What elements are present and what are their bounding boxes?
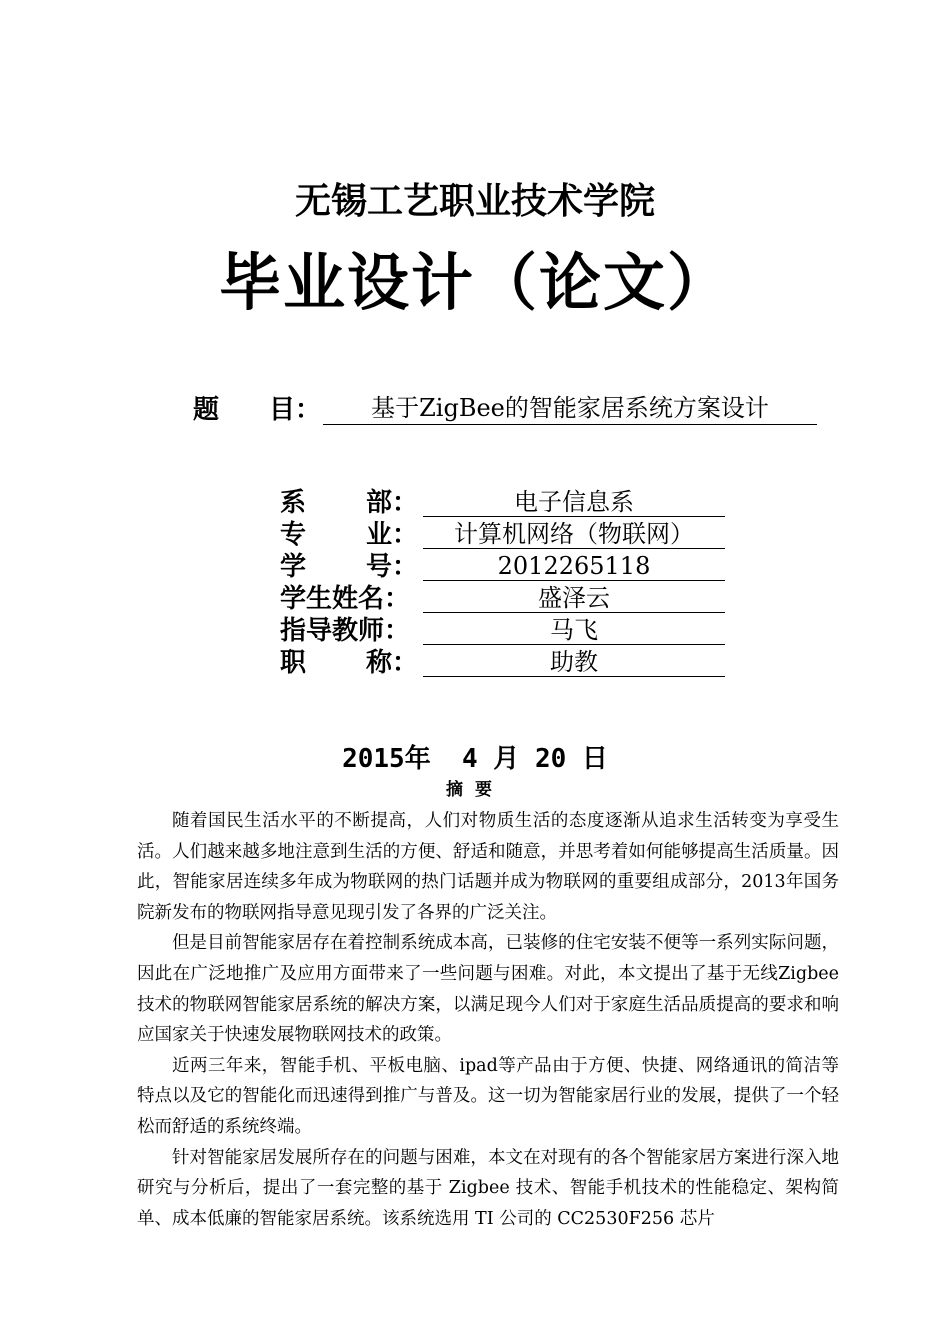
info-row-major	[280, 518, 730, 550]
info-value: 马飞	[423, 614, 725, 645]
info-label	[280, 582, 420, 614]
topic-label-part: 题	[193, 395, 220, 425]
info-value: 助教	[423, 646, 725, 677]
info-value: 电子信息系	[423, 486, 725, 517]
abstract-paragraph: 随着国民生活水平的不断提高，人们对物质生活的态度逐渐从追求生活转变为享受生活。人们越来越多地注意到生活的方便、舒适和随意，并思考着如何能够提高生活质量。因此，智能家居连续多年成为物联网的热门话题并成为物联网的重要组成部分，2013年国务院新发布的物联网指导意见现引发了各界的广泛关注。	[137, 811, 839, 923]
info-label-part: 专	[280, 520, 307, 550]
info-row-advisor	[280, 614, 730, 646]
info-label-part: 系	[280, 488, 307, 518]
info-row-student-id	[280, 550, 730, 582]
info-value: 计算机网络（物联网）	[423, 518, 725, 549]
abstract-paragraph: 但是目前智能家居存在着控制系统成本高，已装修的住宅安装不便等一系列实际问题，因此在广泛地推广及应用方面带来了一些问题与困难。对此，本文提出了基于无线Zigbee 技术的物联网智能家居系统的解决方案，以满足现今人们对于家庭生活品质提高的要求和响应国家关于快速发展物联网技术的政策。	[137, 933, 839, 1046]
info-label-part: 指导教师：	[280, 616, 411, 646]
info-label-part: 部：	[366, 488, 419, 518]
info-row-department	[280, 486, 730, 518]
info-label	[280, 518, 420, 550]
info-label-part: 号：	[366, 552, 419, 582]
info-label-part: 称：	[366, 648, 419, 678]
info-label-part: 学生姓名：	[280, 584, 411, 614]
info-value: 2012265118	[423, 550, 725, 581]
topic-label-part: 目：	[269, 395, 322, 425]
info-label	[280, 550, 420, 582]
student-info-block	[280, 486, 730, 678]
school-name: 无锡工艺职业技术学院	[294, 181, 655, 222]
abstract-paragraph: 针对智能家居发展所存在的问题与困难，本文在对现有的各个智能家居方案进行深入地研究与分析后，提出了一套完整的基于 Zigbee 技术、智能手机技术的性能稳定、架构简单、成本低廉的智能家居系统。该系统选用 TI 公司的 CC2530F256 芯片	[137, 1147, 839, 1229]
info-label	[280, 646, 420, 678]
submission-date: 2015年 4 月 20 日	[342, 744, 608, 774]
info-label	[280, 614, 420, 646]
document-type-title: 毕业设计（论文）	[218, 246, 731, 319]
info-value: 盛泽云	[423, 582, 725, 613]
abstract-heading: 摘要	[446, 780, 504, 800]
info-label	[280, 486, 420, 518]
abstract-body	[137, 806, 839, 1234]
info-label-part: 学	[280, 552, 307, 582]
abstract-paragraph: 近两三年来，智能手机、平板电脑、ipad等产品由于方便、快捷、网络通讯的简洁等特点以及它的智能化而迅速得到推广与普及。这一切为智能家居行业的发展，提供了一个轻松而舒适的系统终端。	[137, 1055, 839, 1137]
info-label-part: 职	[280, 648, 307, 678]
info-label-part: 业：	[366, 520, 419, 550]
info-row-title	[280, 646, 730, 678]
topic-value: 基于ZigBee的智能家居系统方案设计	[323, 390, 817, 425]
info-row-student-name	[280, 582, 730, 614]
